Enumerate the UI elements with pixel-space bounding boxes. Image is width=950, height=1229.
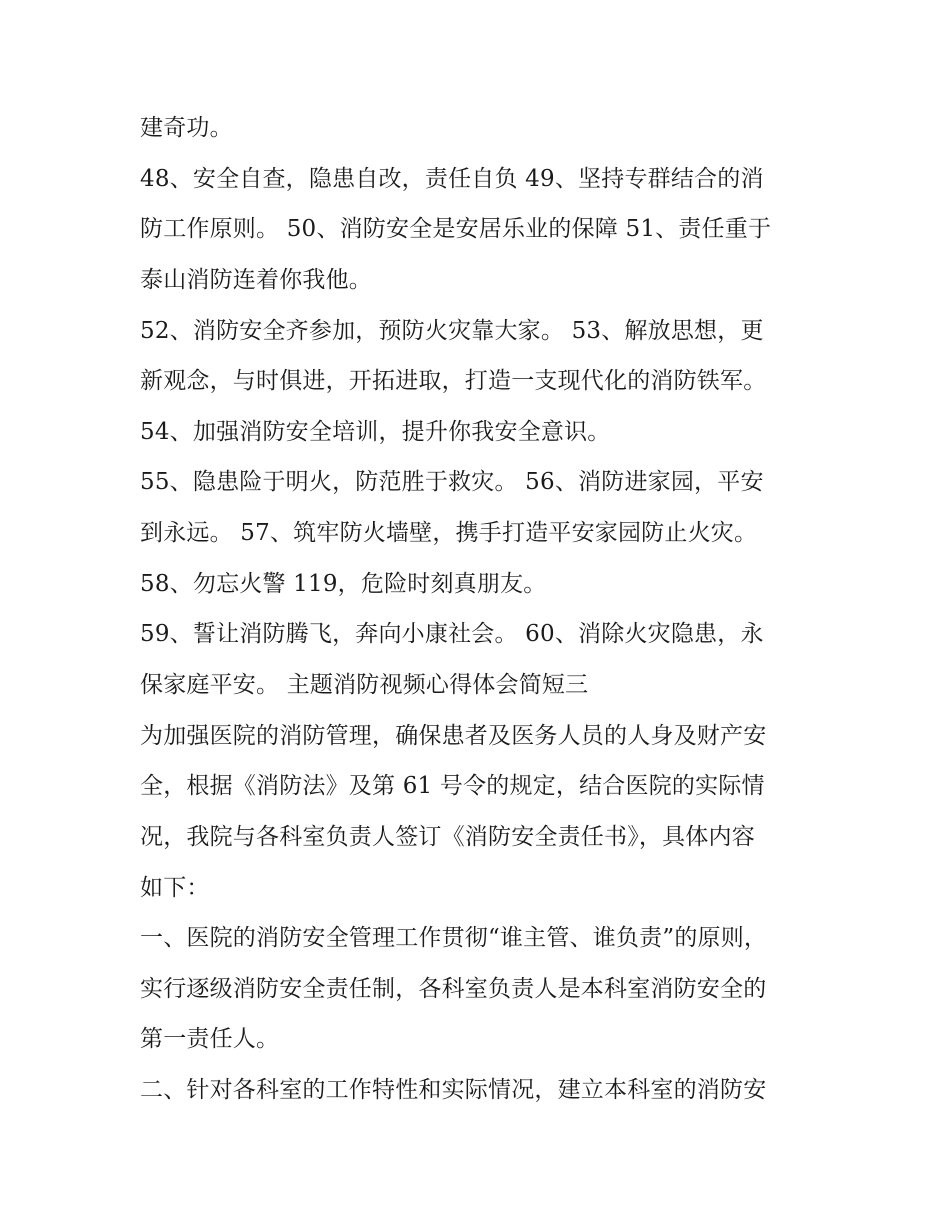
text-line: 防工作原则。 50、消防安全是安居乐业的保障 51、责任重于 bbox=[140, 216, 772, 242]
text-line: 48、安全自查，隐患自改，责任自负 49、坚持专群结合的消 bbox=[140, 166, 764, 192]
text-line: 新观念，与时俱进，开拓进取，打造一支现代化的消防铁军。 bbox=[140, 368, 767, 394]
text-line: 二、针对各科室的工作特性和实际情况，建立本科室的消防安 bbox=[140, 1077, 767, 1103]
text-line: 如下： bbox=[140, 875, 210, 901]
text-line: 为加强医院的消防管理，确保患者及医务人员的人身及财产安 bbox=[140, 723, 767, 749]
text-line: 实行逐级消防安全责任制，各科室负责人是本科室消防安全的 bbox=[140, 976, 767, 1002]
text-line: 建奇功。 bbox=[140, 115, 233, 141]
text-line: 54、加强消防安全培训，提升你我安全意识。 bbox=[140, 419, 611, 445]
text-line: 第一责任人。 bbox=[140, 1026, 280, 1052]
text-line: 保家庭平安。 主题消防视频心得体会简短三 bbox=[140, 672, 589, 698]
text-line: 全，根据《消防法》及第 61 号令的规定，结合医院的实际情 bbox=[140, 773, 765, 799]
text-line: 到永远。 57、筑牢防火墙壁，携手打造平安家园防止火灾。 bbox=[140, 520, 758, 546]
text-line: 58、勿忘火警 119，危险时刻真朋友。 bbox=[140, 571, 547, 597]
text-line: 况，我院与各科室负责人签订《消防安全责任书》，具体内容 bbox=[140, 824, 755, 850]
text-line: 泰山消防连着你我他。 bbox=[140, 267, 372, 293]
text-line: 52、消防安全齐参加，预防火灾靠大家。 53、解放思想，更 bbox=[140, 318, 764, 344]
text-line: 一、医院的消防安全管理工作贯彻“谁主管、谁负责”的原则， bbox=[140, 925, 768, 951]
text-line: 59、誓让消防腾飞，奔向小康社会。 60、消除火灾隐患，永 bbox=[140, 621, 764, 647]
text-line: 55、隐患险于明火，防范胜于救灾。 56、消防进家园，平安 bbox=[140, 469, 764, 495]
